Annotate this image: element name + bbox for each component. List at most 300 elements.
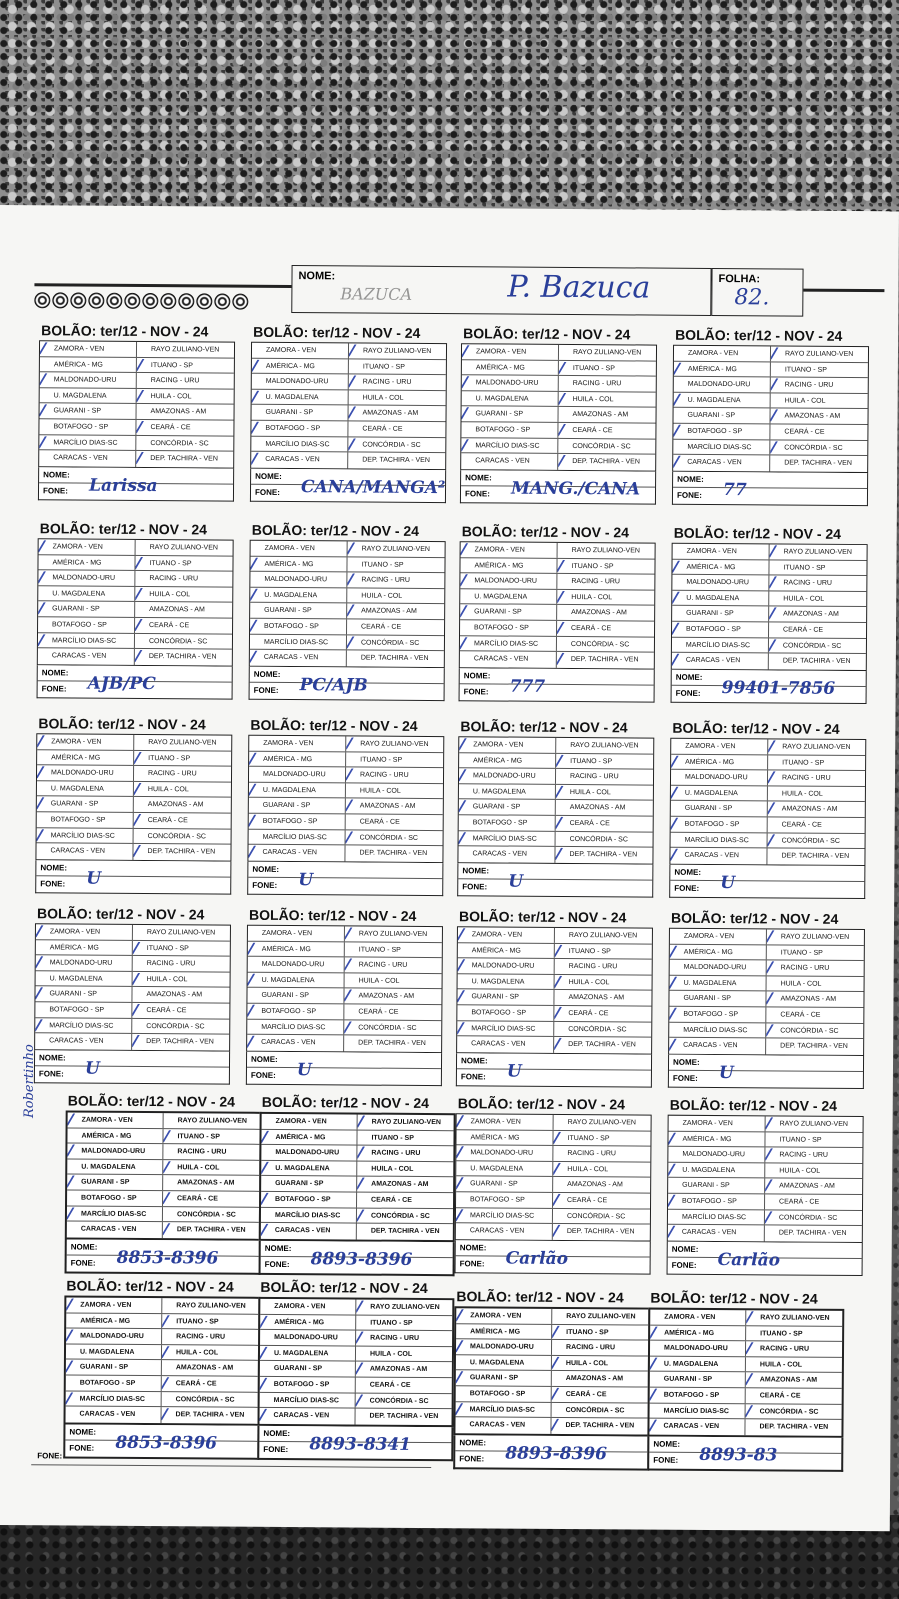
match-away-team[interactable] [135, 556, 232, 571]
match-away-team[interactable] [137, 373, 234, 388]
match-away-team[interactable] [349, 343, 446, 358]
match-home-team[interactable] [37, 828, 134, 843]
match-home-team[interactable] [259, 1408, 355, 1424]
match-home-team[interactable] [458, 974, 555, 989]
match-home-team[interactable] [67, 1222, 163, 1238]
match-away-team[interactable] [558, 543, 655, 558]
match-away-team[interactable] [133, 972, 230, 987]
match-away-team[interactable] [344, 1004, 441, 1019]
match-away-team[interactable] [163, 1222, 259, 1238]
match-home-team[interactable] [247, 988, 344, 1003]
card-nome-field[interactable] [457, 1053, 651, 1070]
match-away-team[interactable] [346, 799, 443, 814]
match-away-team[interactable] [771, 393, 868, 408]
match-away-team[interactable] [349, 375, 446, 390]
match-away-team[interactable] [137, 389, 234, 404]
match-home-team[interactable] [462, 375, 559, 390]
match-away-team[interactable] [347, 588, 444, 603]
card-nome-field[interactable] [247, 1051, 441, 1068]
match-away-team[interactable] [770, 440, 867, 455]
match-home-team[interactable] [67, 1159, 163, 1174]
match-away-team[interactable] [163, 1160, 259, 1175]
match-home-team[interactable] [674, 346, 771, 361]
match-home-team[interactable] [456, 1223, 553, 1239]
match-away-team[interactable] [555, 943, 652, 958]
match-away-team[interactable] [746, 1310, 842, 1325]
match-away-team[interactable] [133, 925, 230, 940]
match-away-team[interactable] [556, 738, 653, 753]
match-away-team[interactable] [134, 813, 231, 828]
match-away-team[interactable] [765, 1148, 862, 1163]
match-away-team[interactable] [766, 1039, 863, 1055]
match-home-team[interactable] [37, 797, 134, 812]
match-away-team[interactable] [770, 424, 867, 439]
match-home-team[interactable] [668, 1209, 765, 1224]
match-away-team[interactable] [559, 345, 656, 360]
match-home-team[interactable] [458, 958, 555, 973]
match-away-team[interactable] [134, 751, 231, 766]
match-away-team[interactable] [346, 736, 443, 751]
match-home-team[interactable] [668, 1178, 765, 1193]
match-home-team[interactable] [461, 438, 558, 453]
match-away-team[interactable] [346, 783, 443, 798]
match-home-team[interactable] [40, 404, 137, 419]
match-away-team[interactable] [164, 1113, 260, 1128]
match-home-team[interactable] [456, 1192, 553, 1207]
match-away-team[interactable] [357, 1146, 453, 1161]
match-away-team[interactable] [769, 560, 866, 575]
match-away-team[interactable] [348, 453, 445, 469]
match-home-team[interactable] [247, 1004, 344, 1019]
match-away-team[interactable] [349, 390, 446, 405]
match-home-team[interactable] [250, 603, 347, 618]
match-home-team[interactable] [250, 619, 347, 634]
match-away-team[interactable] [746, 1326, 842, 1341]
match-home-team[interactable] [66, 1360, 162, 1375]
match-away-team[interactable] [347, 604, 444, 619]
match-away-team[interactable] [746, 1357, 842, 1372]
match-home-team[interactable] [66, 1375, 162, 1390]
match-home-team[interactable] [669, 1038, 766, 1054]
match-home-team[interactable] [668, 1162, 765, 1177]
match-home-team[interactable] [35, 1018, 132, 1033]
match-away-team[interactable] [557, 558, 654, 573]
match-home-team[interactable] [35, 1002, 132, 1017]
match-away-team[interactable] [347, 635, 444, 650]
match-home-team[interactable] [66, 1313, 162, 1328]
match-home-team[interactable] [38, 633, 135, 648]
match-home-team[interactable] [461, 542, 558, 557]
match-home-team[interactable] [671, 785, 768, 800]
match-away-team[interactable] [766, 1116, 863, 1131]
match-home-team[interactable] [460, 605, 557, 620]
match-home-team[interactable] [669, 1022, 766, 1037]
match-home-team[interactable] [462, 407, 559, 422]
match-away-team[interactable] [346, 830, 443, 845]
match-home-team[interactable] [252, 343, 349, 358]
card-nome-field[interactable] [669, 1054, 863, 1071]
match-home-team[interactable] [462, 391, 559, 406]
match-away-team[interactable] [356, 1300, 452, 1315]
match-home-team[interactable] [261, 1207, 357, 1222]
match-home-team[interactable] [674, 361, 771, 376]
match-away-team[interactable] [135, 649, 232, 665]
card-nome-field[interactable] [458, 863, 652, 880]
card-nome-field[interactable] [248, 862, 442, 879]
match-home-team[interactable] [673, 544, 770, 559]
match-away-team[interactable] [554, 1037, 651, 1053]
match-away-team[interactable] [771, 346, 868, 361]
match-away-team[interactable] [349, 359, 446, 374]
match-away-team[interactable] [770, 544, 867, 559]
match-home-team[interactable] [456, 1355, 552, 1370]
match-home-team[interactable] [261, 1176, 357, 1191]
match-away-team[interactable] [132, 987, 229, 1002]
card-nome-field[interactable] [36, 860, 230, 877]
match-away-team[interactable] [769, 638, 866, 653]
match-home-team[interactable] [650, 1356, 746, 1371]
match-home-team[interactable] [249, 829, 346, 844]
match-away-team[interactable] [554, 1115, 651, 1130]
match-home-team[interactable] [252, 358, 349, 373]
match-away-team[interactable] [162, 1407, 258, 1423]
match-home-team[interactable] [40, 388, 137, 403]
match-home-team[interactable] [650, 1403, 746, 1418]
match-away-team[interactable] [555, 847, 652, 863]
match-home-team[interactable] [250, 650, 347, 666]
match-home-team[interactable] [456, 1145, 553, 1160]
match-home-team[interactable] [35, 987, 132, 1002]
match-home-team[interactable] [66, 1329, 162, 1344]
match-away-team[interactable] [556, 800, 653, 815]
match-away-team[interactable] [347, 557, 444, 572]
match-away-team[interactable] [356, 1315, 452, 1330]
match-home-team[interactable] [456, 1161, 553, 1176]
match-home-team[interactable] [249, 767, 346, 782]
card-nome-field[interactable] [673, 471, 867, 488]
match-home-team[interactable] [673, 439, 770, 454]
match-home-team[interactable] [460, 558, 557, 573]
match-away-team[interactable] [552, 1324, 648, 1339]
match-home-team[interactable] [462, 360, 559, 375]
match-home-team[interactable] [669, 1116, 766, 1131]
match-home-team[interactable] [37, 781, 134, 796]
match-away-team[interactable] [132, 1034, 229, 1050]
match-away-team[interactable] [345, 958, 442, 973]
match-away-team[interactable] [768, 739, 865, 754]
match-home-team[interactable] [36, 843, 133, 859]
match-away-team[interactable] [769, 607, 866, 622]
match-away-team[interactable] [132, 1019, 229, 1034]
match-home-team[interactable] [260, 1392, 356, 1407]
match-home-team[interactable] [459, 737, 556, 752]
match-home-team[interactable] [260, 1377, 356, 1392]
match-away-team[interactable] [344, 1036, 441, 1052]
match-home-team[interactable] [650, 1325, 746, 1340]
match-away-team[interactable] [553, 1162, 650, 1177]
match-home-team[interactable] [248, 941, 345, 956]
match-away-team[interactable] [133, 956, 230, 971]
match-home-team[interactable] [251, 541, 348, 556]
match-away-team[interactable] [766, 1023, 863, 1038]
match-home-team[interactable] [673, 424, 770, 439]
match-away-team[interactable] [134, 797, 231, 812]
match-away-team[interactable] [358, 1115, 454, 1130]
match-home-team[interactable] [459, 753, 556, 768]
match-home-team[interactable] [249, 814, 346, 829]
match-away-team[interactable] [765, 1210, 862, 1225]
match-home-team[interactable] [66, 1391, 162, 1406]
match-away-team[interactable] [768, 817, 865, 832]
match-away-team[interactable] [346, 768, 443, 783]
match-home-team[interactable] [261, 1223, 357, 1239]
match-home-team[interactable] [37, 765, 134, 780]
match-home-team[interactable] [250, 634, 347, 649]
match-away-team[interactable] [356, 1377, 452, 1392]
match-home-team[interactable] [260, 1361, 356, 1376]
match-away-team[interactable] [771, 362, 868, 377]
match-home-team[interactable] [672, 590, 769, 605]
match-home-team[interactable] [671, 739, 768, 754]
match-home-team[interactable] [456, 1402, 552, 1417]
match-away-team[interactable] [556, 816, 653, 831]
card-fone-field[interactable] [455, 1443, 647, 1468]
match-away-team[interactable] [767, 849, 864, 865]
match-away-team[interactable] [348, 541, 445, 556]
match-home-team[interactable] [460, 573, 557, 588]
match-away-team[interactable] [552, 1309, 648, 1324]
match-home-team[interactable] [67, 1128, 163, 1143]
match-away-team[interactable] [162, 1314, 258, 1329]
match-away-team[interactable] [162, 1392, 258, 1407]
match-away-team[interactable] [765, 1179, 862, 1194]
match-home-team[interactable] [457, 990, 554, 1005]
match-home-team[interactable] [39, 450, 136, 466]
match-home-team[interactable] [38, 555, 135, 570]
card-fone-field[interactable] [458, 871, 652, 896]
match-home-team[interactable] [649, 1419, 745, 1435]
match-home-team[interactable] [668, 1131, 765, 1146]
match-away-team[interactable] [556, 769, 653, 784]
match-home-team[interactable] [38, 648, 135, 664]
match-home-team[interactable] [248, 957, 345, 972]
match-home-team[interactable] [673, 455, 770, 471]
match-home-team[interactable] [674, 392, 771, 407]
match-home-team[interactable] [650, 1388, 746, 1403]
match-away-team[interactable] [135, 571, 232, 586]
card-nome-field[interactable] [460, 668, 654, 685]
match-away-team[interactable] [552, 1387, 648, 1402]
match-home-team[interactable] [251, 452, 348, 468]
match-home-team[interactable] [38, 570, 135, 585]
match-away-team[interactable] [137, 342, 234, 357]
match-home-team[interactable] [461, 453, 558, 469]
match-away-team[interactable] [133, 844, 230, 860]
match-home-team[interactable] [66, 1407, 162, 1423]
match-home-team[interactable] [670, 848, 767, 864]
match-home-team[interactable] [247, 1019, 344, 1034]
match-away-team[interactable] [767, 929, 864, 944]
match-home-team[interactable] [672, 622, 769, 637]
match-away-team[interactable] [357, 1130, 453, 1145]
match-away-team[interactable] [345, 973, 442, 988]
match-home-team[interactable] [457, 1036, 554, 1052]
match-home-team[interactable] [670, 975, 767, 990]
match-away-team[interactable] [770, 456, 867, 472]
match-home-team[interactable] [669, 991, 766, 1006]
match-away-team[interactable] [553, 1208, 650, 1223]
match-away-team[interactable] [356, 1393, 452, 1408]
match-home-team[interactable] [456, 1208, 553, 1223]
match-away-team[interactable] [552, 1356, 648, 1371]
match-away-team[interactable] [162, 1329, 258, 1344]
card-nome-field[interactable] [35, 1050, 229, 1067]
match-away-team[interactable] [556, 785, 653, 800]
match-away-team[interactable] [554, 1021, 651, 1036]
match-away-team[interactable] [134, 766, 231, 781]
match-away-team[interactable] [347, 651, 444, 667]
match-home-team[interactable] [36, 971, 133, 986]
match-away-team[interactable] [770, 409, 867, 424]
match-home-team[interactable] [456, 1130, 553, 1145]
match-home-team[interactable] [460, 620, 557, 635]
match-away-team[interactable] [769, 622, 866, 637]
match-home-team[interactable] [456, 1324, 552, 1339]
match-home-team[interactable] [459, 800, 556, 815]
match-away-team[interactable] [558, 407, 655, 422]
match-away-team[interactable] [768, 833, 865, 848]
match-home-team[interactable] [459, 831, 556, 846]
match-away-team[interactable] [347, 619, 444, 634]
match-away-team[interactable] [163, 1191, 259, 1206]
match-home-team[interactable] [252, 390, 349, 405]
match-away-team[interactable] [552, 1371, 648, 1386]
match-away-team[interactable] [137, 358, 234, 373]
match-home-team[interactable] [669, 1007, 766, 1022]
match-home-team[interactable] [67, 1190, 163, 1205]
match-home-team[interactable] [37, 750, 134, 765]
match-away-team[interactable] [768, 802, 865, 817]
match-home-team[interactable] [249, 736, 346, 751]
match-home-team[interactable] [262, 1114, 358, 1129]
match-home-team[interactable] [462, 344, 559, 359]
match-away-team[interactable] [136, 540, 233, 555]
match-away-team[interactable] [357, 1208, 453, 1223]
match-home-team[interactable] [36, 940, 133, 955]
match-away-team[interactable] [552, 1402, 648, 1417]
match-away-team[interactable] [163, 1144, 259, 1159]
match-away-team[interactable] [768, 755, 865, 770]
match-away-team[interactable] [552, 1340, 648, 1355]
match-home-team[interactable] [458, 927, 555, 942]
match-home-team[interactable] [67, 1175, 163, 1190]
match-home-team[interactable] [67, 1206, 163, 1221]
match-home-team[interactable] [456, 1386, 552, 1401]
match-home-team[interactable] [67, 1144, 163, 1159]
match-away-team[interactable] [356, 1331, 452, 1346]
match-home-team[interactable] [38, 586, 135, 601]
match-home-team[interactable] [670, 944, 767, 959]
match-away-team[interactable] [553, 1193, 650, 1208]
match-away-team[interactable] [769, 654, 866, 670]
match-away-team[interactable] [555, 959, 652, 974]
match-home-team[interactable] [249, 751, 346, 766]
match-away-team[interactable] [557, 652, 654, 668]
match-away-team[interactable] [768, 771, 865, 786]
match-away-team[interactable] [348, 437, 445, 452]
match-away-team[interactable] [768, 786, 865, 801]
match-away-team[interactable] [746, 1341, 842, 1356]
match-away-team[interactable] [345, 926, 442, 941]
match-home-team[interactable] [672, 606, 769, 621]
match-away-team[interactable] [357, 1177, 453, 1192]
match-away-team[interactable] [136, 451, 233, 467]
match-away-team[interactable] [357, 1161, 453, 1176]
match-home-team[interactable] [458, 943, 555, 958]
match-away-team[interactable] [559, 360, 656, 375]
match-away-team[interactable] [162, 1298, 258, 1313]
match-away-team[interactable] [355, 1409, 451, 1425]
match-home-team[interactable] [37, 812, 134, 827]
match-home-team[interactable] [247, 1035, 344, 1051]
match-home-team[interactable] [456, 1177, 553, 1192]
match-away-team[interactable] [347, 573, 444, 588]
match-away-team[interactable] [551, 1418, 647, 1434]
match-away-team[interactable] [162, 1361, 258, 1376]
match-away-team[interactable] [162, 1376, 258, 1391]
match-home-team[interactable] [668, 1147, 765, 1162]
match-away-team[interactable] [559, 392, 656, 407]
match-home-team[interactable] [260, 1314, 356, 1329]
match-home-team[interactable] [36, 924, 133, 939]
card-fone-field[interactable] [456, 1248, 650, 1273]
match-home-team[interactable] [671, 754, 768, 769]
match-away-team[interactable] [163, 1176, 259, 1191]
match-away-team[interactable] [765, 1194, 862, 1209]
match-away-team[interactable] [344, 1020, 441, 1035]
match-home-team[interactable] [251, 421, 348, 436]
match-away-team[interactable] [356, 1346, 452, 1361]
match-home-team[interactable] [68, 1112, 164, 1127]
match-away-team[interactable] [162, 1345, 258, 1360]
match-away-team[interactable] [553, 1130, 650, 1145]
match-home-team[interactable] [459, 815, 556, 830]
match-away-team[interactable] [765, 1132, 862, 1147]
match-away-team[interactable] [136, 436, 233, 451]
match-home-team[interactable] [672, 637, 769, 652]
match-home-team[interactable] [261, 1145, 357, 1160]
match-home-team[interactable] [252, 374, 349, 389]
card-fone-field[interactable] [457, 1061, 651, 1086]
match-home-team[interactable] [671, 817, 768, 832]
match-home-team[interactable] [457, 1021, 554, 1036]
match-away-team[interactable] [163, 1207, 259, 1222]
match-away-team[interactable] [132, 1003, 229, 1018]
match-away-team[interactable] [558, 454, 655, 470]
match-home-team[interactable] [459, 784, 556, 799]
match-away-team[interactable] [554, 1006, 651, 1021]
match-home-team[interactable] [66, 1297, 162, 1312]
match-home-team[interactable] [670, 960, 767, 975]
match-home-team[interactable] [36, 955, 133, 970]
match-away-team[interactable] [137, 404, 234, 419]
match-home-team[interactable] [37, 734, 134, 749]
match-away-team[interactable] [553, 1224, 650, 1240]
card-nome-field[interactable] [670, 864, 864, 881]
match-home-team[interactable] [455, 1417, 551, 1433]
match-away-team[interactable] [556, 831, 653, 846]
match-home-team[interactable] [456, 1308, 552, 1323]
